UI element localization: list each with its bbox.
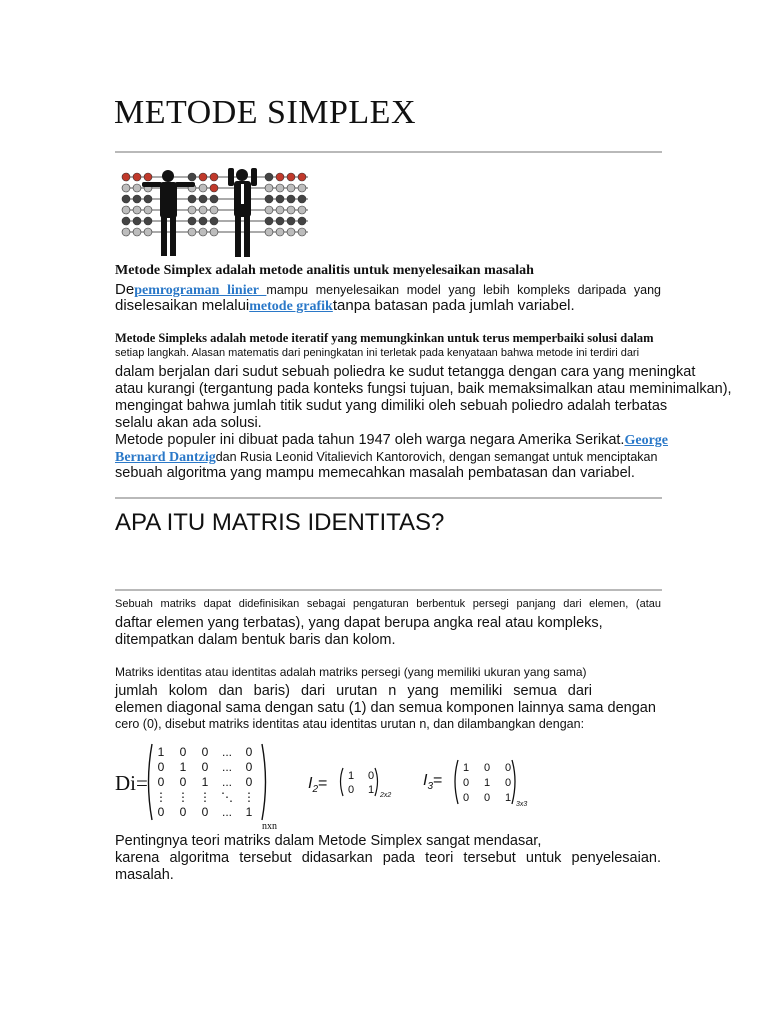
- matrix-cell: 0: [504, 777, 512, 789]
- abacus-bead: [298, 206, 306, 214]
- link-pemrograman-linier[interactable]: pemrograman linier: [134, 283, 267, 298]
- para1-line3: [115, 297, 575, 315]
- abacus-bead: [287, 228, 295, 236]
- para2-line9: sebuah algoritma yang mampu memecahkan masalah pembatasan dan variabel.: [115, 465, 635, 481]
- abacus-bead: [210, 195, 218, 203]
- abacus-bead: [122, 173, 130, 181]
- para2-line8: [115, 448, 657, 466]
- abacus-bead: [188, 228, 196, 236]
- abacus-bead: [122, 184, 130, 192]
- matrix-cell: ...: [221, 745, 233, 759]
- matrix-cell: 0: [201, 760, 209, 774]
- abacus-bead: [210, 184, 218, 192]
- abacus-bead: [265, 217, 273, 225]
- abacus-bead: [276, 206, 284, 214]
- matrix-cell: 0: [245, 745, 253, 759]
- para1-l2-pre: De: [115, 281, 135, 298]
- para5-line1: Pentingnya teori matriks dalam Metode Simplex sangat mendasar,: [115, 833, 542, 849]
- link-george[interactable]: George: [624, 433, 668, 448]
- abacus-bead: [210, 173, 218, 181]
- figure-right-icon: [228, 168, 257, 257]
- matrix-cell: 0: [201, 745, 209, 759]
- link-bernard-dantzig[interactable]: Bernard Dantzig: [115, 450, 216, 465]
- abacus-bead: [199, 228, 207, 236]
- para2-line6: selalu akan ada solusi.: [115, 415, 262, 431]
- abacus-bead: [144, 206, 152, 214]
- matrix-cell: ⋱: [221, 790, 233, 804]
- i3-letter: I: [423, 772, 428, 789]
- abacus-bead: [188, 195, 196, 203]
- abacus-bead: [287, 217, 295, 225]
- matrix-cell: 1: [245, 805, 253, 819]
- abacus-bead: [210, 228, 218, 236]
- matrix-cell: 1: [179, 760, 187, 774]
- abacus-bead: [265, 184, 273, 192]
- para2-line4: atau kurangi (tergantung pada konteks fungsi tujuan, baik memaksimalkan atau meminimalkan),: [115, 381, 732, 397]
- matrix-cell: 0: [179, 775, 187, 789]
- para4-line1: Matriks identitas atau identitas adalah matriks persegi (yang memiliki ukuran yang sama): [115, 665, 587, 679]
- matrix-cell: 0: [483, 792, 491, 804]
- di-label: Di=: [115, 771, 148, 795]
- abacus-bead: [210, 217, 218, 225]
- i3-eq: =: [433, 772, 443, 789]
- matrix-cell: 1: [504, 792, 512, 804]
- i3-label: [423, 772, 442, 792]
- matrix-cell: ...: [221, 805, 233, 819]
- abacus-bead: [122, 228, 130, 236]
- abacus-bead: [133, 217, 141, 225]
- para4-line3: elemen diagonal sama dengan satu (1) dan semua komponen lainnya sama dengan: [115, 700, 656, 716]
- abacus-bead: [276, 184, 284, 192]
- para2-line3: dalam berjalan dari sudut sebuah poliedra ke sudut tetangga dengan cara yang meningkat: [115, 364, 696, 380]
- abacus-bead: [265, 173, 273, 181]
- matrix-cell: ...: [221, 760, 233, 774]
- abacus-bead: [265, 195, 273, 203]
- abacus-bead: [133, 195, 141, 203]
- para1-line1: Metode Simplex adalah metode analitis untuk menyelesaikan masalah: [115, 263, 534, 278]
- abacus-bead: [188, 217, 196, 225]
- abacus-bead: [122, 217, 130, 225]
- section-heading: APA ITU MATRIS IDENTITAS?: [115, 509, 445, 536]
- abacus-bead: [188, 206, 196, 214]
- para2-l7-pre: Metode populer ini dibuat pada tahun 1947 oleh warga negara Amerika Serikat.: [115, 432, 625, 448]
- section-divider-top: [115, 497, 662, 499]
- para2-line1: Metode Simpleks adalah metode iteratif yang memungkinkan untuk terus memperbaiki solusi dalam: [115, 331, 654, 345]
- para3-line1: Sebuah matriks dapat didefinisikan sebagai pengaturan berbentuk persegi panjang dari elemen, (atau: [115, 598, 661, 610]
- para1-l2-post: mampu menyelesaikan model yang lebih kompleks daripada yang: [266, 283, 661, 297]
- matrix-cell: 0: [504, 762, 512, 774]
- abacus-bead: [298, 184, 306, 192]
- abacus-bead: [199, 206, 207, 214]
- matrix-cell: ⋮: [177, 790, 189, 804]
- abacus-bead: [144, 173, 152, 181]
- matrix-cell: 1: [462, 762, 470, 774]
- matrix-cell: 1: [157, 745, 165, 759]
- para2-line5: mengingat bahwa jumlah titik sudut yang dimiliki oleh sebuah poliedro adalah terbatas: [115, 398, 668, 414]
- para5-line2: karena algoritma tersebut didasarkan pada teori tersebut untuk penyelesaian.: [115, 850, 661, 866]
- matrix-cell: 1: [483, 777, 491, 789]
- abacus-bead: [298, 228, 306, 236]
- abacus-bead: [298, 195, 306, 203]
- para1-l3-pre: diselesaikan melalui: [115, 297, 250, 314]
- link-metode-grafik[interactable]: metode grafik: [249, 299, 333, 314]
- matrix-cell: 0: [245, 775, 253, 789]
- di-matrix-size: nxn: [262, 821, 277, 830]
- abacus-illustration: [120, 168, 310, 260]
- para2-l8-post: dan Rusia Leonid Vitalievich Kantorovich, dengan semangat untuk menciptakan: [215, 450, 658, 464]
- abacus-bead: [133, 184, 141, 192]
- abacus-bead: [133, 228, 141, 236]
- matrix-cell: ⋮: [243, 790, 255, 804]
- abacus-bead: [276, 173, 284, 181]
- abacus-bead: [133, 173, 141, 181]
- title-divider: [115, 151, 662, 153]
- i3-sub: 3: [427, 781, 434, 793]
- section-divider-bottom: [115, 589, 662, 591]
- abacus-bead: [144, 228, 152, 236]
- abacus-bead: [210, 206, 218, 214]
- abacus-bead: [199, 195, 207, 203]
- abacus-bead: [265, 206, 273, 214]
- para4-line2: jumlah kolom dan baris) dari urutan n yang memiliki semua dari: [115, 683, 592, 699]
- abacus-bead: [188, 173, 196, 181]
- abacus-bead: [133, 206, 141, 214]
- abacus-bead: [298, 173, 306, 181]
- abacus-bead: [199, 217, 207, 225]
- para5-line3: masalah.: [115, 867, 174, 883]
- page-title: METODE SIMPLEX: [114, 94, 416, 131]
- matrix-cell: 0: [462, 777, 470, 789]
- abacus-bead: [287, 206, 295, 214]
- abacus-bead: [276, 217, 284, 225]
- matrix-cell: 1: [347, 770, 355, 782]
- i2-sub: 2: [312, 784, 319, 796]
- abacus-bead: [144, 195, 152, 203]
- i2-matrix: [337, 766, 397, 806]
- matrix-cell: 1: [201, 775, 209, 789]
- matrix-cell: 0: [179, 805, 187, 819]
- para2-line7: [115, 431, 668, 449]
- matrix-cell: 0: [179, 745, 187, 759]
- abacus-bead: [298, 217, 306, 225]
- para1-l3-post: tanpa batasan pada jumlah variabel.: [332, 297, 575, 314]
- i3-matrix-size: 3x3: [516, 801, 528, 808]
- matrix-cell: 0: [483, 762, 491, 774]
- para2-line2: setiap langkah. Alasan matematis dari peningkatan ini terletak pada kenyataan bahwa metode ini terdiri dari: [115, 347, 640, 359]
- matrix-cell: ...: [221, 775, 233, 789]
- abacus-bead: [122, 195, 130, 203]
- para3-line2: daftar elemen yang terbatas), yang dapat berupa angka real atau kompleks,: [115, 615, 603, 631]
- abacus-bead: [287, 195, 295, 203]
- i2-letter: I: [308, 775, 313, 792]
- i2-eq: =: [318, 775, 328, 792]
- i3-matrix: [452, 758, 542, 810]
- para4-line4: cero (0), disebut matriks identitas atau identitas urutan n, dan dilambangkan dengan:: [115, 717, 585, 731]
- abacus-bead: [287, 173, 295, 181]
- matrix-cell: 0: [347, 784, 355, 796]
- i2-matrix-size: 2x2: [380, 792, 392, 799]
- matrix-cell: 1: [367, 784, 375, 796]
- matrix-cell: 0: [157, 775, 165, 789]
- matrix-cell: ⋮: [155, 790, 167, 804]
- matrix-cell: 0: [157, 760, 165, 774]
- abacus-bead: [144, 217, 152, 225]
- abacus-bead: [276, 195, 284, 203]
- abacus-bead: [122, 206, 130, 214]
- abacus-bead: [265, 228, 273, 236]
- matrix-cell: 0: [245, 760, 253, 774]
- abacus-bead: [287, 184, 295, 192]
- abacus-bead: [276, 228, 284, 236]
- i2-label: [308, 775, 327, 795]
- para3-line3: ditempatkan dalam bentuk baris dan kolom.: [115, 632, 396, 648]
- matrix-cell: 0: [157, 805, 165, 819]
- matrix-cell: 0: [367, 770, 375, 782]
- matrix-cell: 0: [201, 805, 209, 819]
- matrix-cell: ⋮: [199, 790, 211, 804]
- matrix-cell: 0: [462, 792, 470, 804]
- abacus-bead: [199, 184, 207, 192]
- di-matrix: [144, 742, 284, 830]
- abacus-bead: [199, 173, 207, 181]
